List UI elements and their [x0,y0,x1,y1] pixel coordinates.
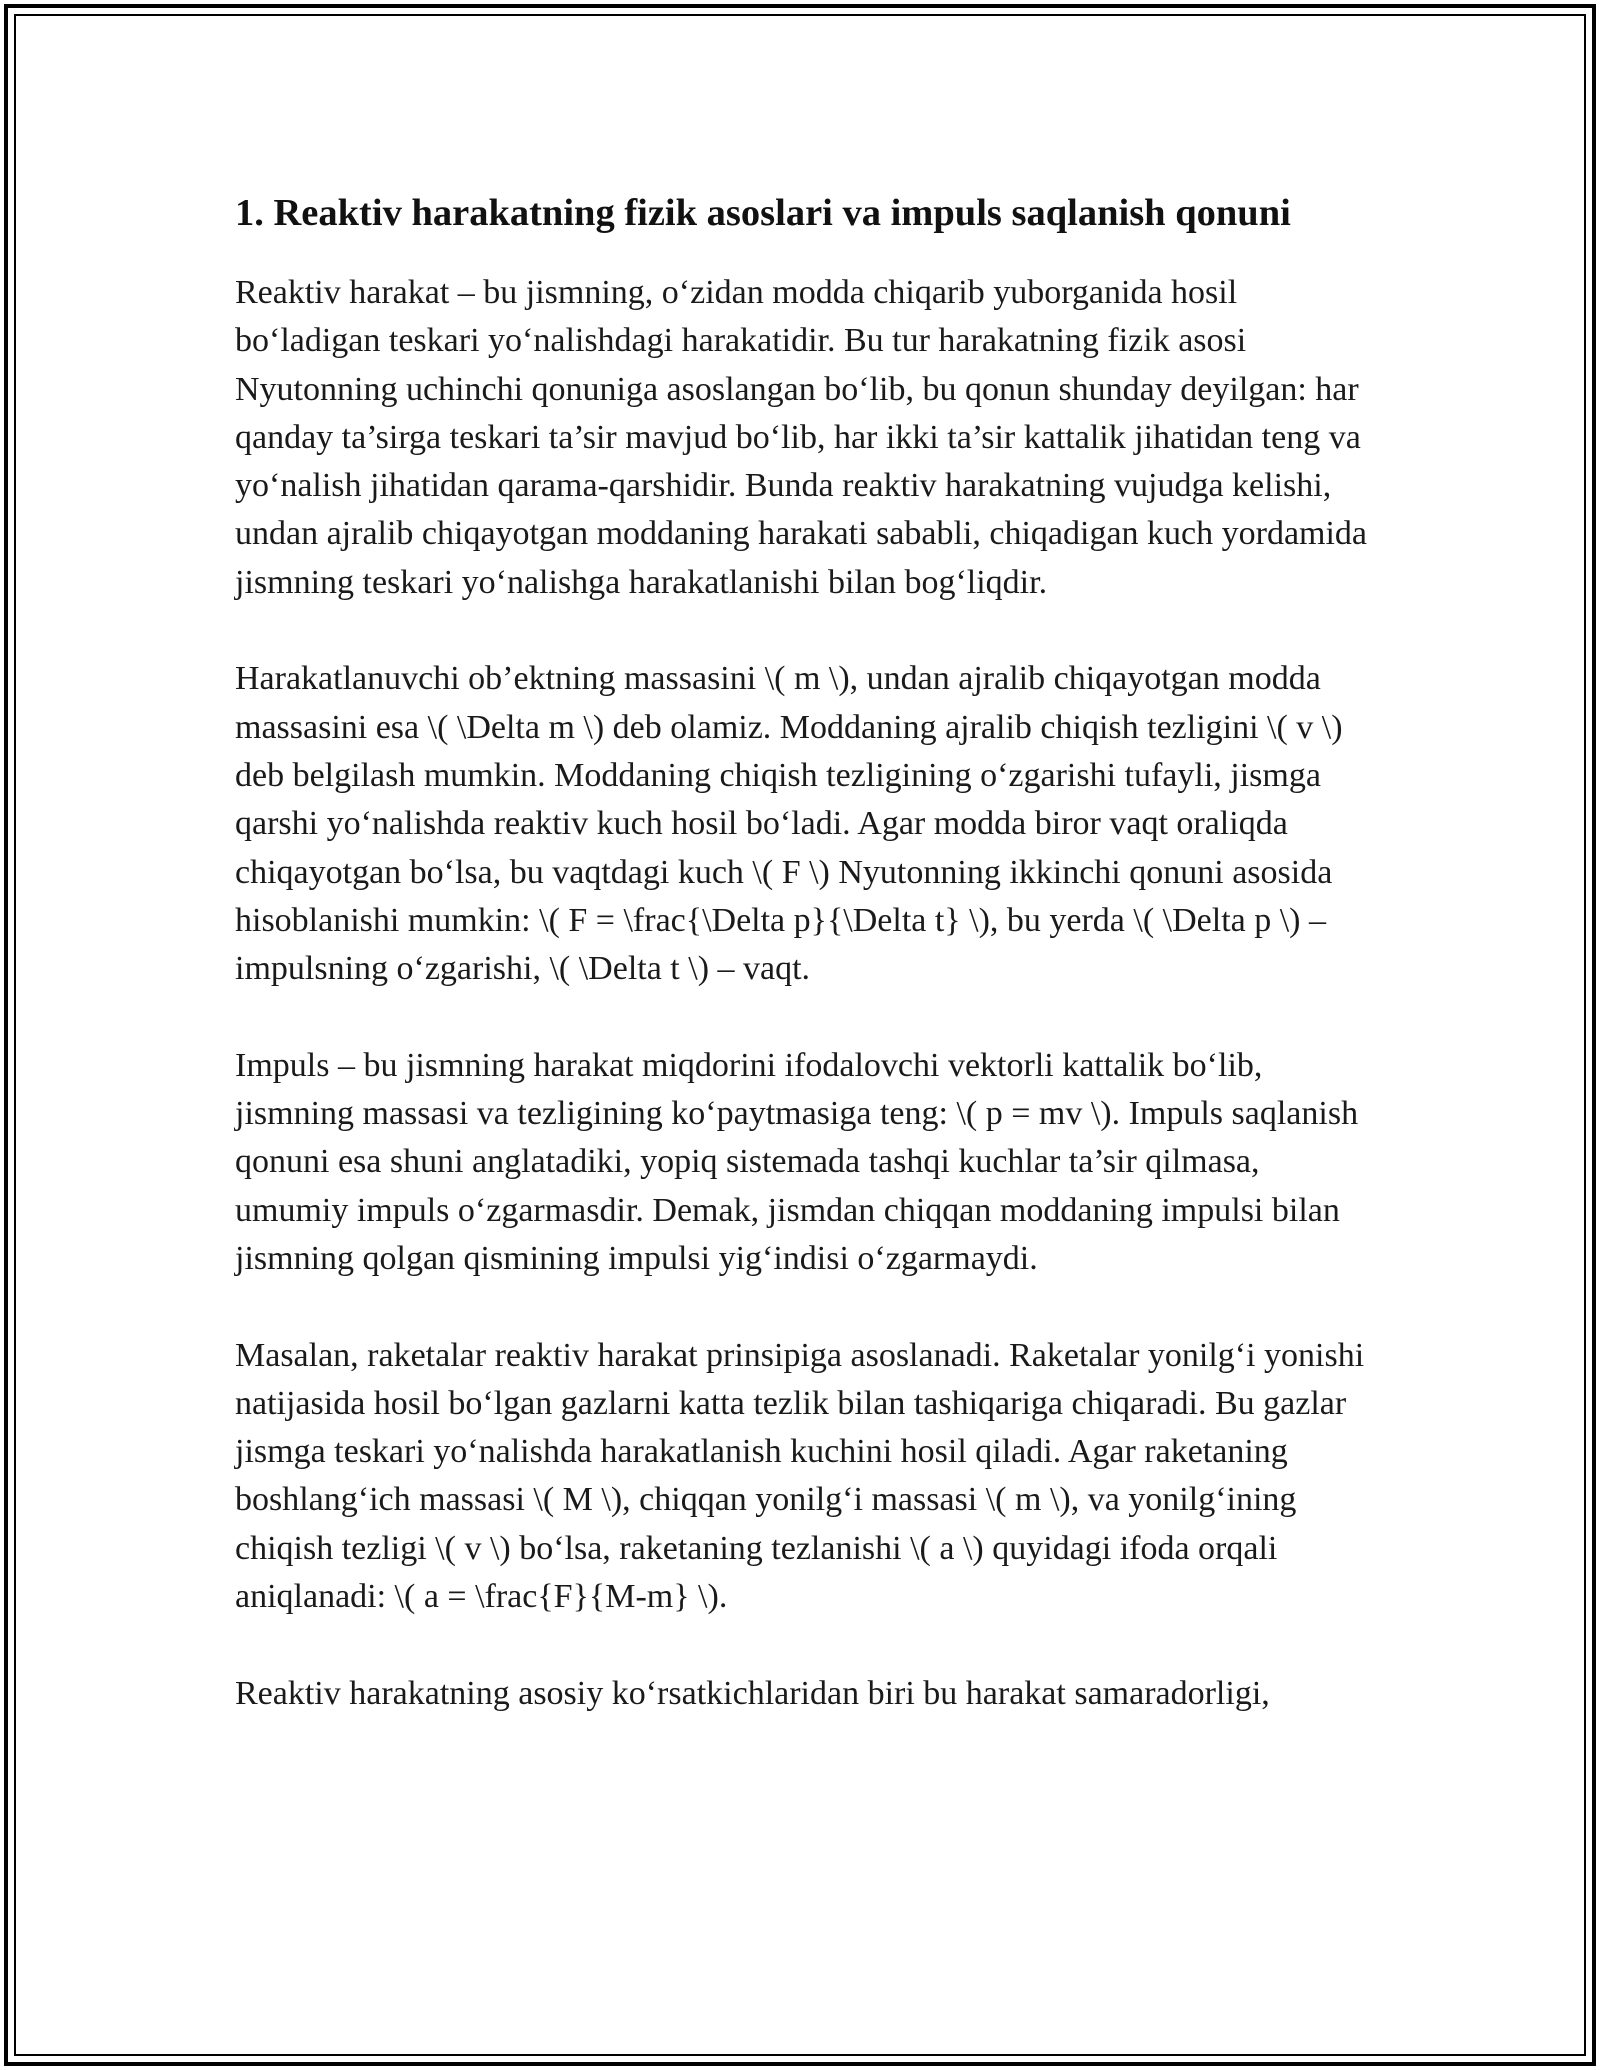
paragraph-4: Masalan, raketalar reaktiv harakat prinsipiga asoslanadi. Raketalar yonilgʻi yonishi natijasida hosil boʻlgan gazlarni katta tezlik bilan tashiqariga chiqaradi. Bu gazlar jismga teskari yoʻnalishda harakatlanish kuchini hosil qiladi. Agar raketaning boshlangʻich massasi \( M \), chiqqan yonilgʻi massasi \( m \), va yonilgʻining chiqish tezligi \( v \) boʻlsa, raketaning tezlanishi \( a \) quyidagi ifoda orqali aniqlanadi: \( a = \frac{F}{M-m} \). [235,1336,1365,1616]
section-heading: 1. Reaktiv harakatning fizik asoslari va impuls saqlanish qonuni [235,192,1291,234]
paragraph-3: Impuls – bu jismning harakat miqdorini ifodalovchi vektorli kattalik boʻlib, jismning massasi va tezligining koʻpaytmasiga teng: \( p = mv \). Impuls saqlanish qonuni esa shuni anglatadiki, yopiq sistemada tashqi kuchlar ta’sir qilmasa, umumiy impuls oʻzgarmasdir. Demak, jismdan chiqqan moddaning impulsi bilan jismning qolgan qismining impulsi yigʻindisi oʻzgarmaydi. [235,1046,1359,1277]
paragraph-1: Reaktiv harakat – bu jismning, oʻzidan modda chiqarib yuborganida hosil boʻladigan teskari yoʻnalishdagi harakatidir. Bu tur harakatning fizik asosi Nyutonning uchinchi qonuniga asoslangan boʻlib, bu qonun shunday deyilgan: har qanday ta’sirga teskari ta’sir mavjud boʻlib, har ikki ta’sir kattalik jihatidan teng va yoʻnalish jihatidan qarama-qarshidir. Bunda reaktiv harakatning vujudga kelishi, undan ajralib chiqayotgan moddaning harakati sababli, chiqadigan kuch yordamida jismning teskari yoʻnalishga harakatlanishi bilan bogʻliqdir. [235,274,1368,601]
paragraph-2: Harakatlanuvchi ob’ektning massasini \( m \), undan ajralib chiqayotgan modda massasini esa \( \Delta m \) deb olamiz. Moddaning ajralib chiqish tezligini \( v \) deb belgilash mumkin. Moddaning chiqish tezligining oʻzgarishi tufayli, jismga qarshi yoʻnalishda reaktiv kuch hosil boʻladi. Agar modda biror vaqt oraliqda chiqayotgan boʻlsa, bu vaqtdagi kuch \( F \) Nyutonning ikkinchi qonuni asosida hisoblanishi mumkin: \( F = \frac{\Delta p}{\Delta t} \), bu yerda \( \Delta p \) – impulsning oʻzgarishi, \( \Delta t \) – vaqt. [235,660,1343,988]
document-body [235,186,1370,1766]
paragraph-5: Reaktiv harakatning asosiy koʻrsatkichlaridan biri bu harakat samaradorligi, [235,1674,1270,1712]
